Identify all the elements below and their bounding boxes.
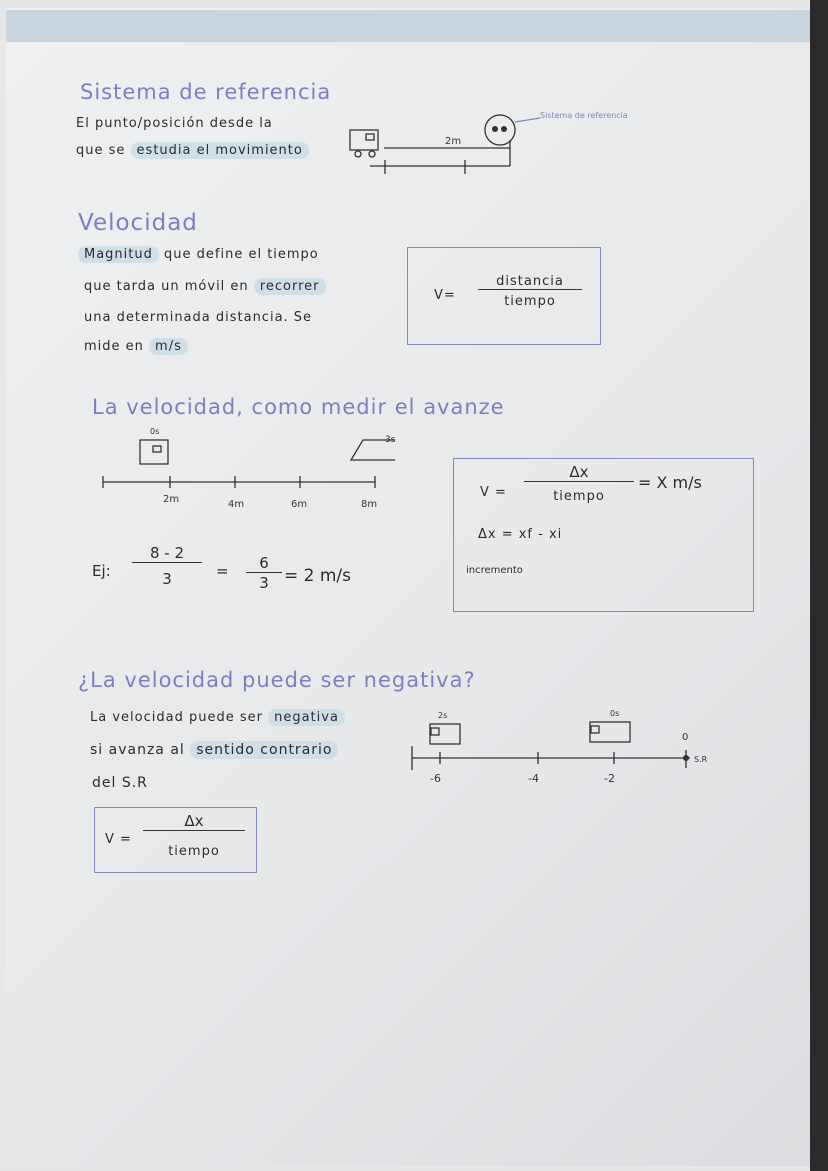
velocity-text-1: que define el tiempo [164,247,319,262]
time-end: 3s [385,435,395,445]
highlight-opposite: sentido contrario [190,741,338,759]
truck-left-icon [430,724,460,744]
truck-right-icon [590,722,630,742]
negative-text-1: La velocidad puede ser [90,710,263,725]
screen-edge [810,0,828,1171]
example-prefix: Ej: [92,562,111,580]
tick-label: 6m [291,499,308,510]
origin-label: 0 [682,732,689,743]
velocity-text-4: mide en [84,339,144,354]
reference-diagram [340,100,640,180]
reference-text-line1: El punto/posición desde la [76,116,273,131]
example-den2: 3 [259,574,269,592]
formula-lhs: V = [105,832,132,847]
section-title-reference: Sistema de referencia [80,80,332,104]
section-title-measure: La velocidad, como medir el avanze [92,395,505,419]
example-equals: = [216,562,229,580]
negative-text-line2 [90,742,338,758]
velocity-formula-box [407,247,601,345]
highlight-negative: negativa [268,709,345,726]
tick-label: 4m [228,499,245,510]
formula-denominator: tiempo [553,489,605,504]
tick-label: 2m [163,494,180,505]
example-den1: 3 [162,570,172,588]
formula-denominator: tiempo [504,294,556,309]
observer-icon [485,115,515,145]
example-result: = 2 m/s [284,566,352,586]
negative-diagram [400,700,730,790]
tick-label: -2 [604,772,615,785]
highlight-movement: estudia el movimiento [131,142,309,159]
velocity-text-line2 [84,279,326,294]
time-left: 2s [438,711,448,720]
delta-note: incremento [466,565,523,576]
formula-lhs: V = [480,485,507,500]
formula-denominator: tiempo [168,844,220,859]
example-num1: 8 - 2 [132,544,202,563]
negative-text-2: si avanza al [90,742,185,758]
negative-text-line1 [90,710,345,725]
highlight-units: m/s [149,338,188,355]
negative-formula-box [94,807,257,873]
tick-label: -6 [430,772,441,785]
delta-definition: Δx = xf - xi [478,527,563,542]
velocity-text-line3: una determinada distancia. Se [84,310,313,325]
time-start: 0s [150,427,160,436]
distance-diagram [95,420,395,520]
tick-label: 8m [361,499,378,510]
formula-numerator: distancia [478,274,582,290]
formula-result: = X m/s [638,473,702,492]
distance-label: 2m [445,136,462,147]
formula-lhs: V= [434,288,456,303]
tick-label: -4 [528,772,539,785]
delta-formula-box [453,458,754,612]
reference-text-pre: que se [76,143,126,158]
negative-text-line3: del S.R [92,775,148,791]
reference-text-line2 [76,143,309,158]
sr-label: S.R [694,755,708,764]
formula-numerator: Δx [524,463,634,482]
formula-numerator: Δx [143,812,245,831]
time-right: 0s [610,709,620,718]
section-title-velocity: Velocidad [78,210,198,236]
example-num2: 6 [246,554,282,573]
velocity-text-line1 [78,247,319,262]
velocity-text-line4 [84,339,188,354]
highlight-magnitude: Magnitud [78,246,159,263]
highlight-recorrer: recorrer [254,278,326,295]
page-top-band [6,10,810,42]
reference-callout: Sistema de referencia [540,111,628,120]
velocity-text-2: que tarda un móvil en [84,279,249,294]
section-title-negative: ¿La velocidad puede ser negativa? [78,668,476,692]
